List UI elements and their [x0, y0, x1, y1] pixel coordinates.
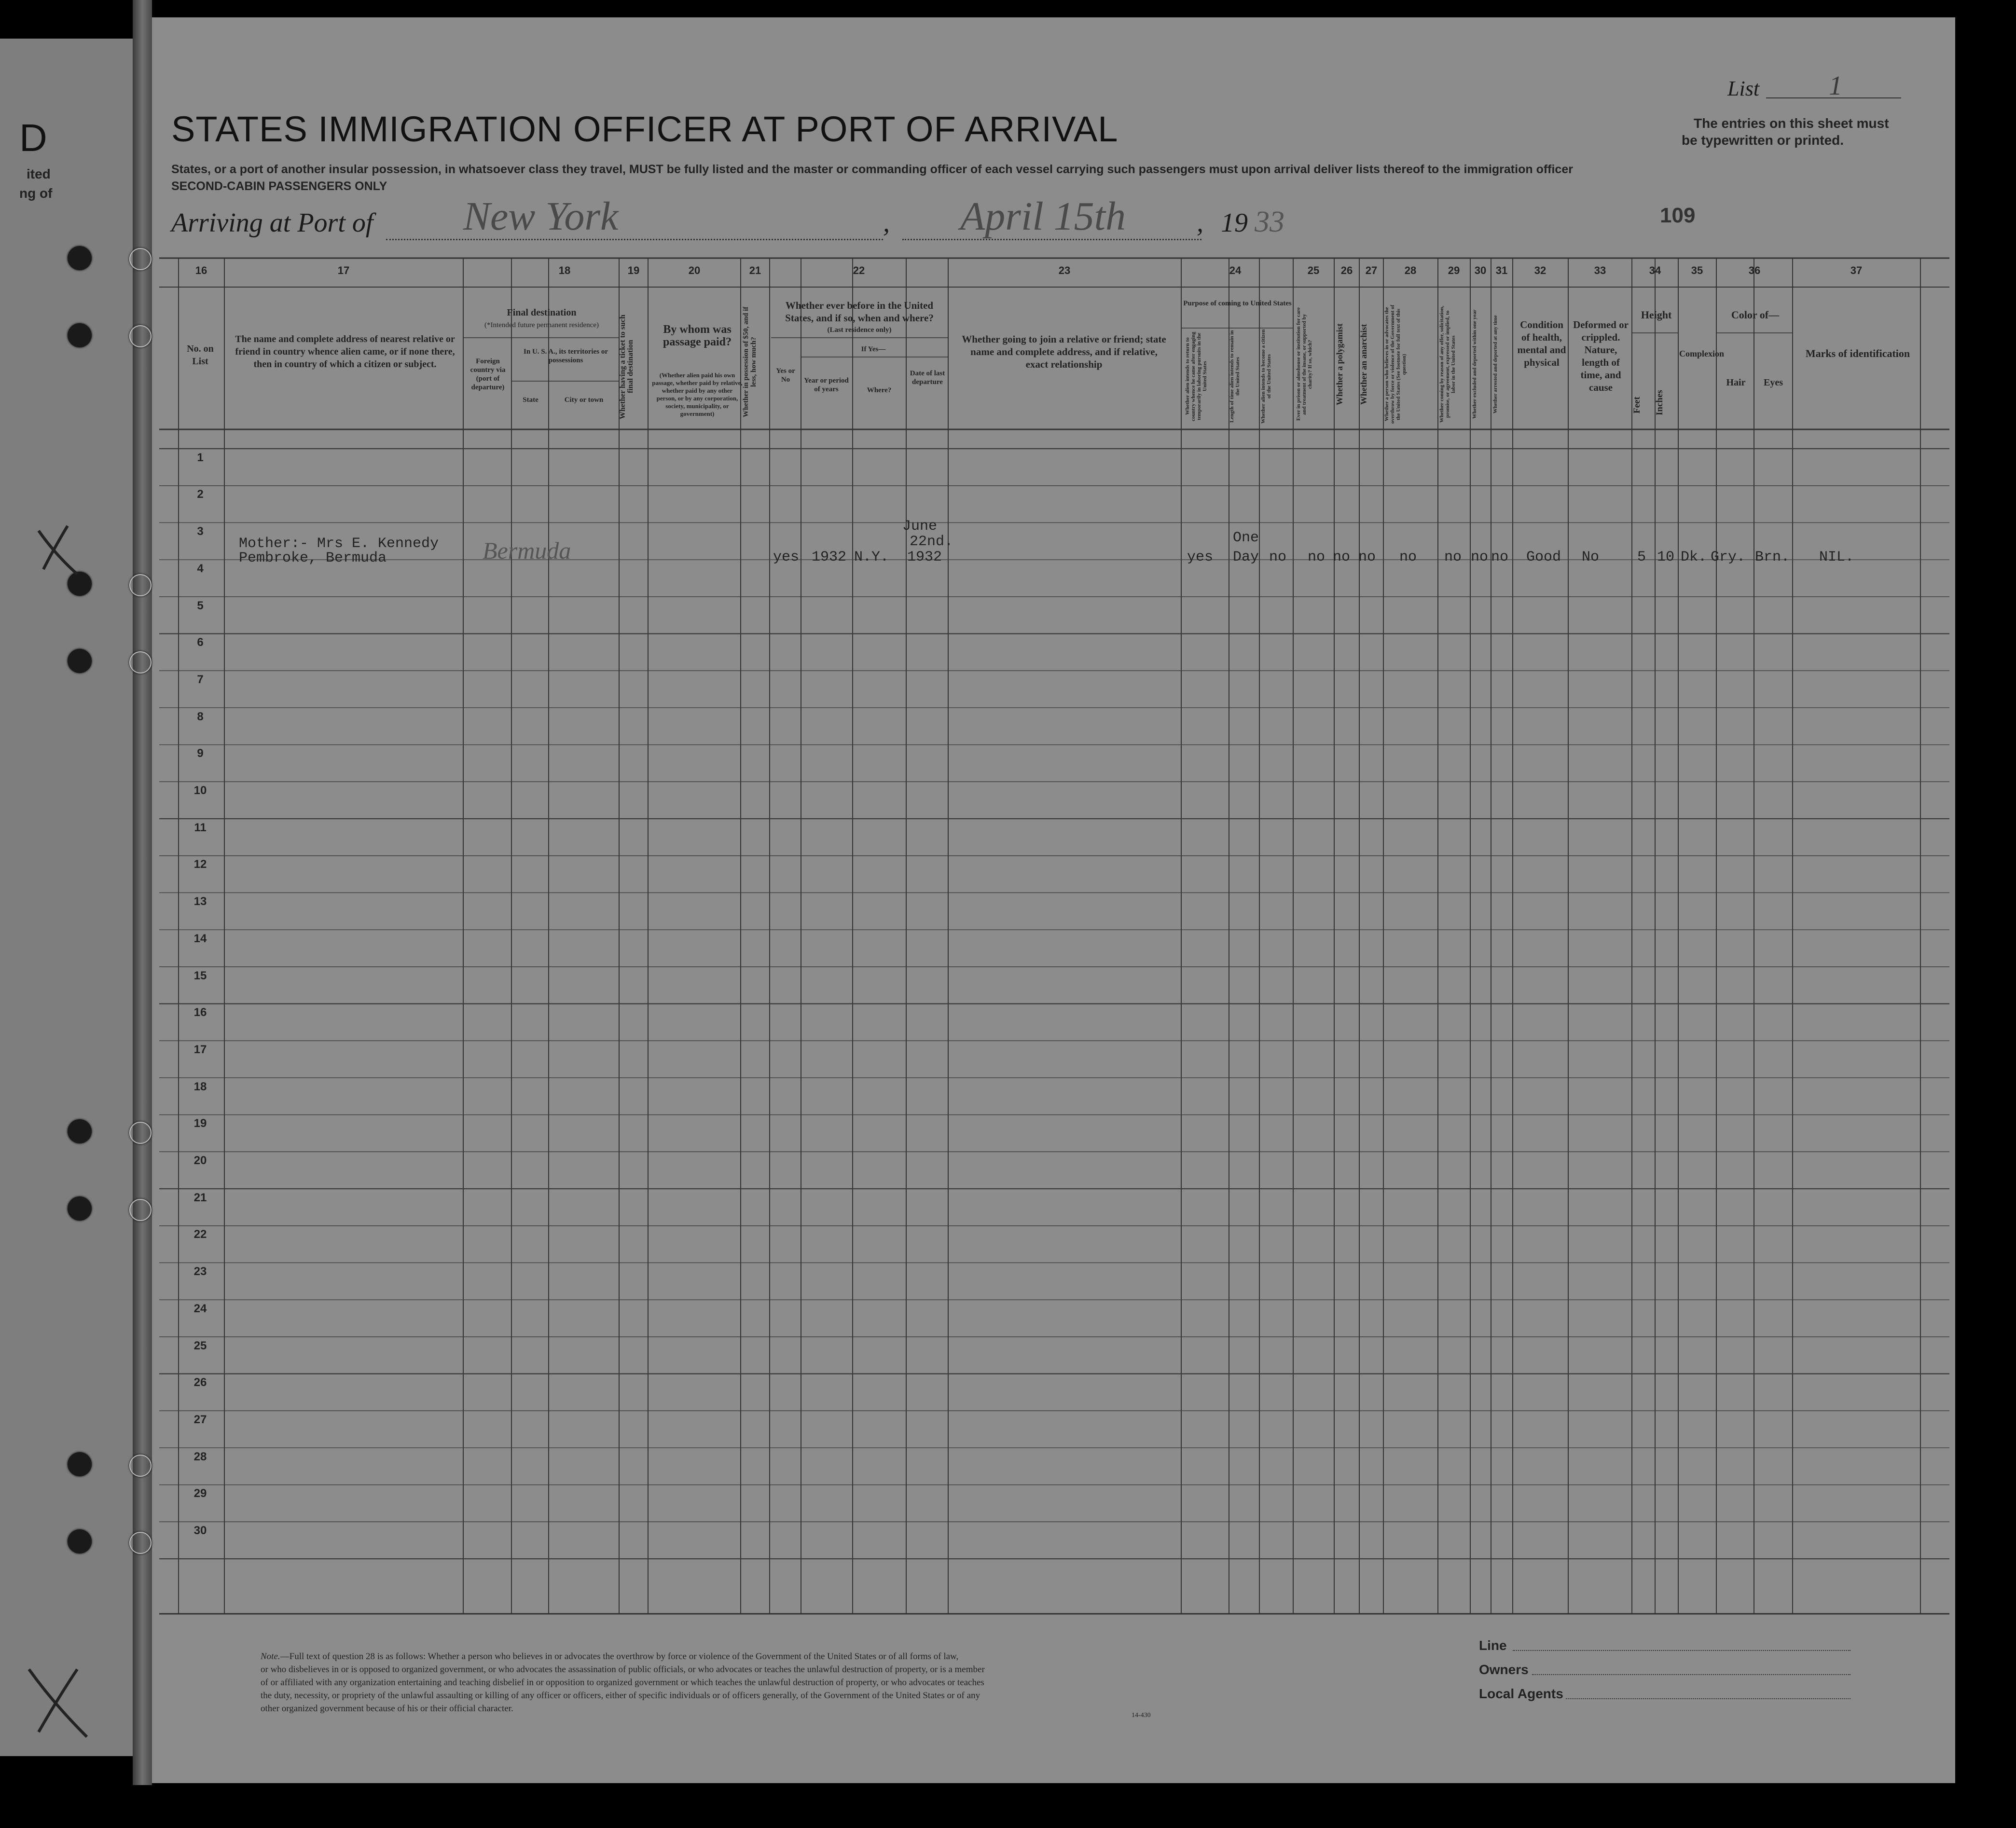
- owners-label: Owners: [1479, 1662, 1529, 1677]
- column-number: 21: [749, 264, 761, 276]
- row-number: 2: [197, 488, 204, 501]
- header-col26: Whether a polygamist: [1335, 323, 1344, 405]
- row-number: 20: [193, 1154, 207, 1167]
- relative-name: Mother:- Mrs E. Kennedy: [239, 536, 439, 552]
- length-stay-line1: One: [1233, 530, 1259, 546]
- header-col20: By whom was passage paid?: [663, 323, 732, 348]
- row-number: 21: [193, 1191, 207, 1204]
- column-number: 30: [1474, 264, 1487, 276]
- header-col25: Ever in prison or almshouse or institution for care and treatment of the insane, or supported by charity? If so, which?: [1296, 307, 1313, 421]
- page-number: 109: [1660, 204, 1696, 227]
- header-col23: Whether going to join a relative or friend; state name and complete address, and if relative, exact relationship: [962, 333, 1166, 370]
- departure-year: 1932: [907, 549, 942, 565]
- row-number: 4: [197, 562, 204, 575]
- row-number: 15: [193, 969, 207, 982]
- row-number: 28: [193, 1450, 207, 1463]
- arrested: no: [1491, 549, 1509, 565]
- column-number: 31: [1495, 264, 1508, 276]
- header-col17: The name and complete address of nearest relative or friend in country whence alien came, or if none there, then in country of which a citizen or subject.: [235, 334, 455, 370]
- header-col22-yesno: Yes or No: [776, 367, 795, 384]
- column-number: 23: [1058, 264, 1071, 276]
- header-col27: Whether an anarchist: [1359, 324, 1368, 405]
- become-citizen: no: [1269, 549, 1287, 565]
- row-number: 3: [197, 525, 204, 538]
- row-number: 13: [193, 895, 207, 908]
- header-col16: No. on List: [187, 344, 214, 367]
- year-in-us: 1932: [812, 549, 847, 565]
- overthrow: no: [1399, 549, 1417, 565]
- comma: ,: [1197, 208, 1203, 238]
- typewritten-notice: The entries on this sheet must: [1694, 116, 1889, 131]
- list-number-value: 1: [1829, 71, 1842, 101]
- left-fragment-letter: D: [19, 116, 48, 159]
- column-number: 36: [1748, 264, 1761, 276]
- row-number: 1: [197, 451, 204, 464]
- header-col28: Whether a person who believes in or advocates the overthrow by force or violence of the Government of the United States (See footnote for full text of this question): [1384, 304, 1407, 424]
- row-number: 25: [193, 1339, 207, 1352]
- comma: ,: [883, 208, 890, 238]
- row-number: 5: [197, 599, 204, 612]
- header-col34-inches: Inches: [1655, 390, 1665, 416]
- list-label: List: [1727, 77, 1760, 100]
- footnote: [261, 1650, 985, 1715]
- row-number: 19: [193, 1117, 207, 1130]
- header-col22-where: Where?: [867, 386, 892, 394]
- row-number: 17: [193, 1043, 207, 1056]
- row-number: 7: [197, 673, 204, 686]
- line-field: [1513, 1650, 1850, 1651]
- row-number: 10: [193, 784, 207, 797]
- subtitle: States, or a port of another insular possession, in whatsoever class they travel, MUST be fully listed and the master or commanding officer of each vessel carrying such passengers must upon arrival deliver lists thereof to the immigration officer: [171, 163, 1573, 176]
- relative-address: Pembroke, Bermuda: [239, 550, 387, 566]
- column-number: 35: [1691, 264, 1703, 276]
- agents-label: Local Agents: [1479, 1686, 1563, 1701]
- column-number: 32: [1534, 264, 1547, 276]
- header-col18-city: City or town: [564, 396, 604, 404]
- header-col21: Whether in possession of $50, and if less, how much?: [742, 306, 758, 417]
- header-col18: Final destination: [507, 307, 577, 318]
- header-col34: Height: [1641, 309, 1672, 321]
- column-number: 17: [337, 264, 350, 276]
- column-number: 37: [1850, 264, 1863, 276]
- year-prefix: 19: [1221, 208, 1248, 238]
- cabin-class: SECOND-CABIN PASSENGERS ONLY: [171, 179, 387, 193]
- identification-marks: NIL.: [1819, 549, 1854, 565]
- form-code: 14-430: [1132, 1712, 1151, 1719]
- header-col35: Complexion: [1679, 349, 1725, 358]
- header-col36: Color of—: [1731, 309, 1780, 321]
- agents-field: [1566, 1698, 1850, 1699]
- row-number: 23: [193, 1265, 207, 1278]
- header-col19: Whether having a ticket to such final destination: [619, 314, 635, 419]
- typewritten-notice-line2: be typewritten or printed.: [1682, 133, 1844, 148]
- row-number: 16: [193, 1006, 207, 1019]
- row-number: 8: [197, 710, 204, 723]
- row-number: 9: [197, 747, 204, 760]
- header-col18-foreign: Foreign country via (port of departure): [470, 357, 506, 391]
- row-number: 30: [193, 1524, 207, 1537]
- header-col24: Purpose of coming to United States: [1183, 300, 1292, 307]
- footnote-line: other organized government because of his or their official character.: [261, 1704, 513, 1714]
- column-number: 26: [1340, 264, 1353, 276]
- departure-day: 22nd.: [910, 534, 953, 550]
- footnote-line: the duty, necessity, or propriety of the unlawful assaulting or killing of any officer or officers, either of specific individuals or of officers generally, of the Government of the United States or of any: [261, 1691, 980, 1701]
- column-number: 33: [1594, 264, 1606, 276]
- row-number: 11: [194, 821, 207, 834]
- where-in-us: N.Y.: [854, 549, 889, 565]
- column-number: 19: [627, 264, 640, 276]
- destination-foreign-handwriting: Bermuda: [483, 537, 571, 564]
- footnote-line: of or affiliated with any organization entertaining and teaching disbelief in or opposition to organized government or which teaches the unlawful destruction of property, or who advocates or teaches: [261, 1677, 984, 1688]
- footnote-title: Note.: [261, 1651, 280, 1662]
- footnote-line: —Full text of question 28 is as follows: Whether a person who believes in or advocates the overthrow by force or violence of the Government of the United States or of all forms of law,: [280, 1651, 959, 1662]
- header-col22-date: Date of last departure: [910, 370, 945, 386]
- row-number: 24: [193, 1302, 207, 1315]
- header-col33: Deformed or crippled. Nature, length of time, and cause: [1573, 319, 1629, 393]
- arriving-label: Arriving at Port of: [171, 208, 373, 238]
- excluded: no: [1471, 549, 1489, 565]
- header-col36-eyes: Eyes: [1764, 377, 1783, 388]
- header-col22: Whether ever before in the United States, and if so, when and where?: [785, 300, 934, 324]
- page-title: STATES IMMIGRATION OFFICER AT PORT OF ARRIVAL: [171, 109, 1118, 149]
- header-col18-usa: In U. S. A., its territories or possessions: [524, 348, 608, 364]
- header-col31: Whether arrested and deported at any time: [1492, 315, 1498, 413]
- labor-contract: no: [1444, 549, 1462, 565]
- row-number: 29: [193, 1487, 207, 1500]
- header-col30: Whether excluded and deported within one year: [1472, 309, 1477, 419]
- column-number: 18: [558, 264, 571, 276]
- row-number: 12: [193, 858, 207, 871]
- row-number: 18: [193, 1080, 207, 1093]
- row-number: 27: [193, 1413, 207, 1426]
- column-number: 28: [1404, 264, 1417, 276]
- height-inches: 10: [1657, 549, 1675, 565]
- header-col24-citizen: Whether alien intends to become a citizen of the United States: [1260, 329, 1272, 424]
- date-handwriting: April 15th: [960, 194, 1126, 239]
- header-col32: Condition of health, mental and physical: [1517, 319, 1566, 368]
- deformed: No: [1582, 549, 1600, 565]
- header-col18-state: State: [523, 396, 539, 404]
- header-col22-year: Year or period of years: [804, 377, 849, 393]
- column-number: 24: [1229, 264, 1242, 276]
- header-col36-hair: Hair: [1726, 377, 1746, 388]
- column-number: 34: [1649, 264, 1661, 276]
- row-number: 6: [197, 636, 204, 649]
- polygamist: no: [1333, 549, 1351, 565]
- header-col22-note: (Last residence only): [827, 326, 892, 334]
- header-col20-note: (Whether alien paid his own passage, whether paid by relative, whether paid by any other person, or by any corporation, society, municipality, or government): [652, 371, 743, 417]
- header-col24-length: Length of time alien intends to remain in the United States: [1229, 330, 1241, 423]
- header-col37: Marks of identification: [1805, 347, 1910, 359]
- left-fragment-text: ited: [27, 166, 51, 181]
- column-number: 22: [853, 264, 865, 276]
- anarchist: no: [1358, 549, 1376, 565]
- prison: no: [1308, 549, 1326, 565]
- row-number: 26: [193, 1376, 207, 1389]
- port-handwriting: New York: [463, 194, 619, 239]
- column-number: 27: [1365, 264, 1378, 276]
- year-handwriting: 33: [1255, 206, 1284, 238]
- header-col29: Whether coming by reason of any offer, solicitation, promise, or agreement, expressed or implied, to labor in the United States: [1439, 305, 1456, 423]
- height-feet: 5: [1637, 549, 1646, 565]
- row-number: 22: [193, 1228, 207, 1241]
- line-label: Line: [1479, 1638, 1507, 1653]
- row-number: 14: [193, 932, 207, 945]
- column-number: 29: [1448, 264, 1460, 276]
- hair-color: Gry.: [1711, 549, 1746, 565]
- footnote-line: or who disbelieves in or is opposed to organized government, or who advocates the assassination of public officials, or who advocates or teaches the unlawful destruction of property, or is a member: [261, 1664, 985, 1675]
- column-number: 16: [195, 264, 207, 276]
- header-col24-return: Whether alien intends to return to country whence he came after engaging temporarily in laboring pursuits in the United States: [1185, 331, 1208, 421]
- health: Good: [1526, 549, 1561, 565]
- complexion: Dk.: [1681, 549, 1707, 565]
- header-col34-feet: Feet: [1632, 397, 1642, 414]
- owners-field: [1532, 1674, 1850, 1675]
- departure-month: June: [902, 518, 938, 535]
- length-stay-line2: Day: [1233, 549, 1259, 565]
- before-us: yes: [773, 549, 800, 565]
- header-col18-note: (*Intended future permanent residence): [484, 321, 599, 329]
- column-number: 25: [1307, 264, 1320, 276]
- eye-color: Brn.: [1755, 549, 1790, 565]
- header-col22-ifyes: If Yes—: [861, 345, 886, 353]
- left-fragment-text: ng of: [19, 186, 53, 201]
- intend-return: yes: [1187, 549, 1214, 565]
- column-number: 20: [688, 264, 701, 276]
